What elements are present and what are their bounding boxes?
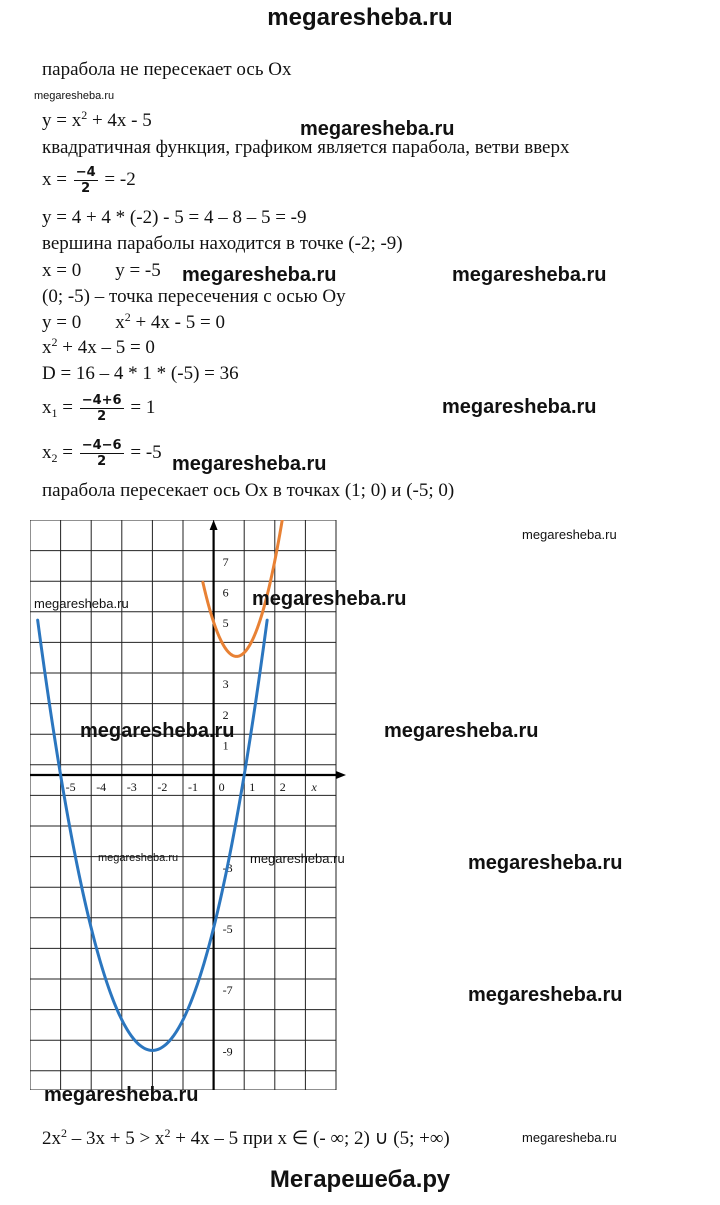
answer-line: $2x^2 - 3x + 5 > x^2 + 4x - 5$ при x ∈ (- ∞; 2) ∪ (5; +∞)	[42, 1126, 450, 1149]
watermark: megaresheba.ru	[252, 588, 407, 610]
x-tick-label: -3	[126, 780, 137, 794]
discriminant-line: D = 16 – 4 * 1 * (-5) = 36	[42, 363, 239, 384]
x-tick-label: 0	[218, 780, 225, 794]
watermark: megaresheba.ru	[80, 720, 235, 742]
y-tick-label: -5	[222, 922, 233, 936]
graph-ticks	[66, 555, 318, 1059]
watermark: megaresheba.ru	[522, 1130, 617, 1145]
x-tick-label: -2	[157, 780, 168, 794]
text-line: $x^2 + 4x - 5 = 0$	[42, 335, 155, 358]
y-tick-label: 7	[222, 554, 229, 569]
watermark: megaresheba.ru	[34, 90, 115, 102]
x-axis-label: x	[311, 780, 317, 794]
x-tick-label: -5	[65, 780, 76, 794]
text-line: (0; -5) – точка пересечения с осью Оу	[42, 286, 346, 307]
watermark: megaresheba.ru	[300, 118, 455, 140]
watermark: megaresheba.ru	[182, 264, 337, 286]
y-tick-label: 1	[222, 738, 229, 753]
y-tick-label: -7	[222, 983, 233, 998]
function-line: $y = x^2 + 4x - 5$	[42, 108, 152, 131]
root1-line: $x_1$ = $\frac{-4+6}{2}$ = 1	[42, 393, 156, 424]
y-tick-label: 5	[222, 616, 229, 630]
y-tick-label: -9	[222, 1044, 233, 1059]
text-line: парабола пересекает ось Ох в точках (1; 0) и (-5; 0)	[42, 480, 455, 501]
watermark: megaresheba.ru	[452, 264, 607, 286]
y-tick-label: -3	[222, 860, 233, 875]
watermark: megaresheba.ru	[172, 453, 327, 475]
text-line: x = 0 y = -5	[42, 260, 161, 281]
watermark: megaresheba.ru	[522, 527, 617, 542]
x-axis-arrow	[336, 771, 346, 779]
vertex-x-line: x = $\frac{-4}{2}$ = -2	[42, 165, 136, 196]
watermark: megaresheba.ru	[442, 396, 597, 418]
text-line: квадратичная функция, графиком является парабола, ветви вверх	[42, 137, 570, 158]
x-tick-label: 1	[249, 780, 256, 794]
watermark: megaresheba.ru	[250, 851, 345, 866]
y-axis-arrow	[210, 520, 218, 530]
text-line: парабола не пересекает ось Ох	[42, 59, 292, 80]
root2-line: $x_2$ = $\frac{-4-6}{2}$ = -5	[42, 438, 162, 469]
watermark: megaresheba.ru	[468, 984, 623, 1006]
watermark: megaresheba.ru	[468, 852, 623, 874]
watermark: megaresheba.ru	[44, 1084, 199, 1106]
x-tick-label: 2	[279, 780, 286, 794]
y-tick-label: 6	[222, 585, 229, 600]
watermark: megaresheba.ru	[34, 596, 129, 611]
x-tick-label: -4	[96, 780, 107, 794]
site-footer: Мегарешеба.ру	[269, 1166, 451, 1193]
y-tick-label: 2	[222, 707, 229, 722]
x-tick-label: -1	[188, 780, 198, 794]
text-line: вершина параболы находится в точке (-2; -9)	[42, 233, 403, 254]
y-tick-label: 3	[222, 677, 229, 692]
text-line: y = 0 $x^2 + 4x - 5 = 0$	[42, 310, 225, 333]
text-line: y = 4 + 4 * (-2) - 5 = 4 – 8 – 5 = -9	[42, 207, 307, 228]
watermark: megaresheba.ru	[384, 720, 539, 742]
site-header: megaresheba.ru	[267, 4, 453, 31]
watermark: megaresheba.ru	[98, 852, 179, 864]
